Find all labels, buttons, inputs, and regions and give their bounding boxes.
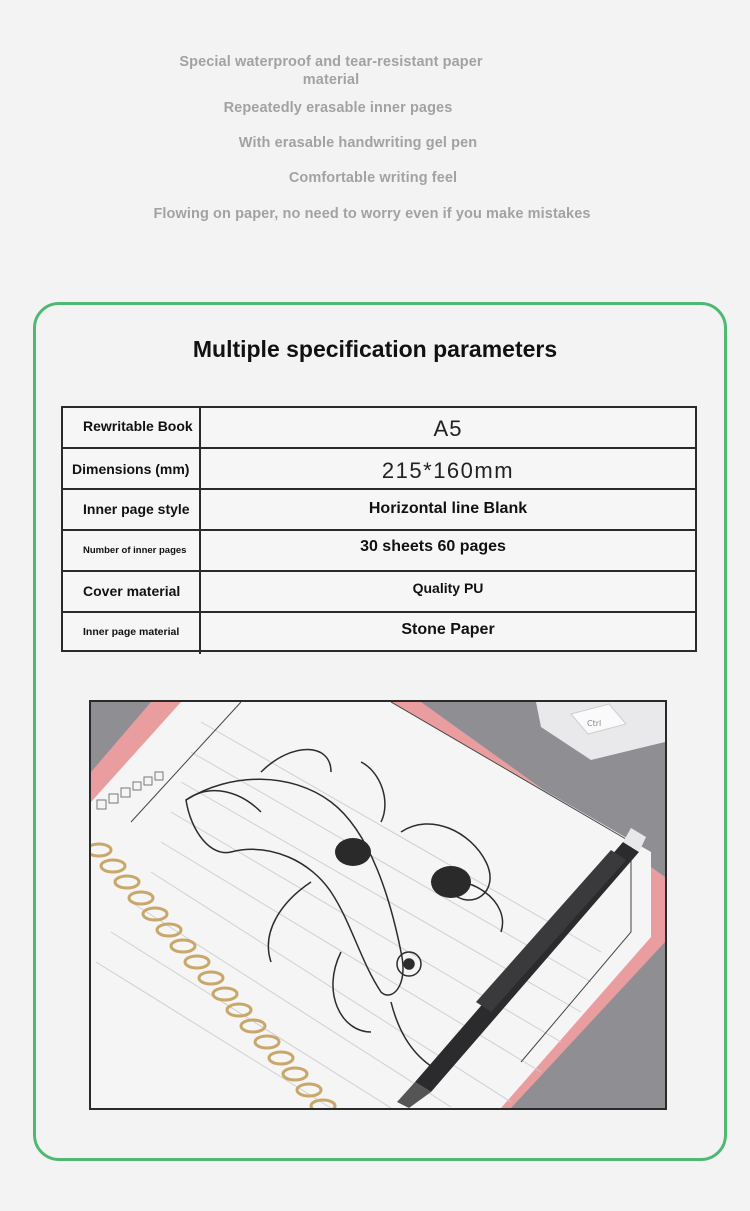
spec-label-cell xyxy=(63,613,201,654)
spec-row-cover-material xyxy=(63,572,695,613)
spec-label-cell xyxy=(63,408,201,447)
spec-label-cell xyxy=(63,572,201,611)
notebook-illustration xyxy=(91,702,665,1108)
keyboard-key-label: Ctrl xyxy=(587,719,602,728)
spec-label: Rewritable Book xyxy=(83,418,193,434)
spec-table xyxy=(61,406,697,652)
spec-value: 30 sheets 60 pages xyxy=(360,538,506,555)
spec-value: 215*160mm xyxy=(381,458,515,483)
product-photo xyxy=(89,700,667,1110)
feature-writing-feel: Comfortable writing feel xyxy=(288,170,458,186)
spec-label: Inner page style xyxy=(83,501,190,517)
spec-value: Horizontal line Blank xyxy=(368,500,528,517)
spec-value-cell xyxy=(201,613,695,654)
spec-row-inner-page-style xyxy=(63,490,695,531)
spec-value-cell xyxy=(201,449,695,488)
spec-value: A5 xyxy=(433,416,463,441)
spec-row-number-of-pages xyxy=(63,531,695,572)
spec-label: Number of inner pages xyxy=(83,545,187,556)
feature-list xyxy=(0,0,750,260)
spec-label: Inner page material xyxy=(83,626,180,638)
spec-row-inner-page-material xyxy=(63,613,695,654)
spec-value: Stone Paper xyxy=(401,621,495,638)
spec-row-rewritable-book xyxy=(63,408,695,449)
spec-title: Multiple specification parameters xyxy=(192,336,558,362)
spec-label-cell xyxy=(63,449,201,488)
spec-label: Dimensions (mm) xyxy=(72,461,190,477)
feature-waterproof: Special waterproof and tear-resistant paper material xyxy=(179,54,483,88)
feature-gel-pen: With erasable handwriting gel pen xyxy=(238,135,478,151)
spec-value-cell xyxy=(201,531,695,570)
feature-erasable-pages: Repeatedly erasable inner pages xyxy=(223,100,453,116)
spec-label-cell xyxy=(63,490,201,529)
spec-label: Cover material xyxy=(83,583,181,599)
spec-row-dimensions xyxy=(63,449,695,490)
feature-no-worry: Flowing on paper, no need to worry even if you make mistakes xyxy=(153,206,591,222)
spec-value-cell xyxy=(201,490,695,529)
spec-value-cell xyxy=(201,572,695,611)
spec-value: Quality PU xyxy=(412,580,484,596)
spec-value-cell xyxy=(201,408,695,447)
